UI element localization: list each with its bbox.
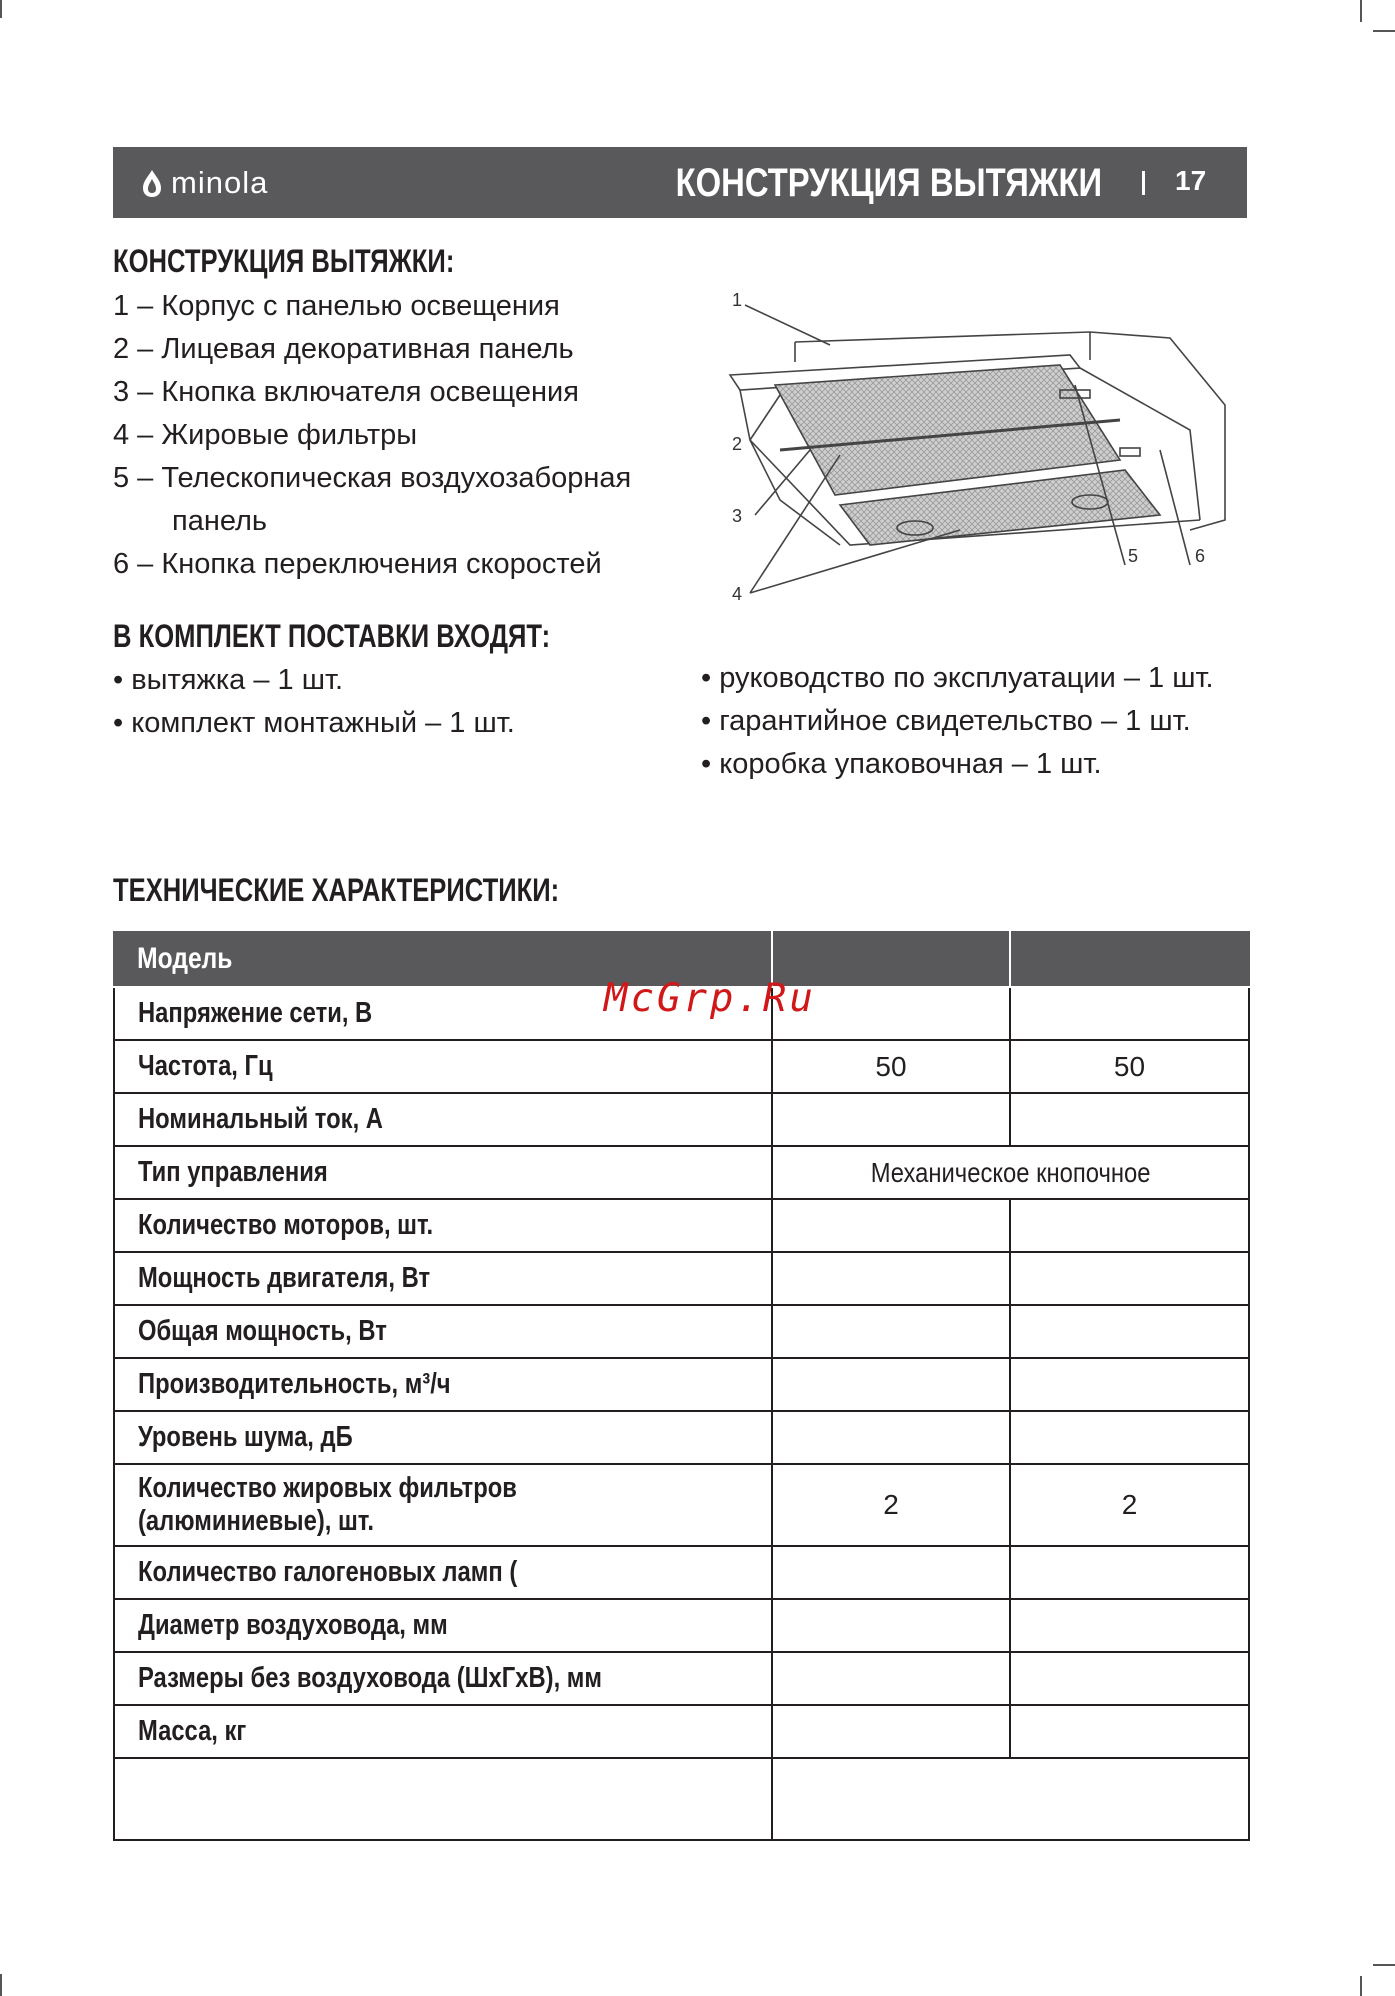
list-item: • вытяжка – 1 шт. [113, 664, 344, 696]
construction-list [113, 285, 631, 586]
row-label: Диаметр воздуховода, мм [138, 1609, 448, 1641]
table-row-empty [114, 1758, 1249, 1840]
list-item: • комплект монтажный – 1 шт. [113, 707, 515, 739]
table-row [114, 1599, 1249, 1652]
row-value [772, 1252, 1010, 1305]
callout-6: 6 [1195, 546, 1206, 566]
row-value [1010, 1599, 1249, 1652]
row-label: Номинальный ток, А [138, 1103, 383, 1135]
row-label-cont: (алюминиевые), шт. [138, 1505, 374, 1537]
brand-logo [141, 165, 268, 201]
list-item: • руководство по эксплуатации – 1 шт. [701, 662, 1214, 694]
list-item: 5 – Телескопическая воздухозаборная [113, 462, 632, 494]
table-row [114, 1199, 1249, 1252]
row-value [1010, 987, 1249, 1040]
crop-mark [1360, 1976, 1362, 1996]
row-value: 50 [1010, 1040, 1249, 1093]
row-label: Количество моторов, шт. [138, 1209, 434, 1241]
row-value [1010, 1358, 1249, 1411]
row-label: Количество галогеновых ламп ( [138, 1556, 518, 1588]
table-row [114, 1411, 1249, 1464]
row-value [772, 1199, 1010, 1252]
page-number: 17 [1175, 165, 1207, 196]
row-value [1010, 1252, 1249, 1305]
callout-5: 5 [1128, 546, 1139, 566]
list-item: 6 – Кнопка переключения скоростей [113, 548, 602, 580]
row-value-merged: Механическое кнопочное [870, 1156, 1151, 1188]
row-value [1010, 1546, 1249, 1599]
row-value [1010, 1705, 1249, 1758]
row-value: 50 [772, 1040, 1010, 1093]
row-value [772, 1705, 1010, 1758]
row-label: Масса, кг [138, 1715, 247, 1747]
row-value [1010, 1411, 1249, 1464]
row-value [772, 1358, 1010, 1411]
list-item: 2 – Лицевая декоративная панель [113, 333, 574, 365]
row-label: Тип управления [138, 1156, 328, 1188]
table-row [114, 1146, 1249, 1199]
row-label: Производительность, м³/ч [138, 1368, 451, 1400]
crop-mark [1373, 1964, 1395, 1966]
row-value [772, 1411, 1010, 1464]
table-row [114, 1252, 1249, 1305]
list-item: • гарантийное свидетельство – 1 шт. [701, 705, 1191, 737]
row-value [1010, 1652, 1249, 1705]
row-label: Уровень шума, дБ [138, 1421, 353, 1453]
crop-mark [0, 1974, 2, 1996]
delivery-list-left [113, 659, 515, 745]
table-row [114, 1652, 1249, 1705]
row-value [772, 1546, 1010, 1599]
row-label: Общая мощность, Вт [138, 1315, 387, 1347]
row-value [1010, 1305, 1249, 1358]
callout-1: 1 [732, 290, 743, 310]
list-item: 3 – Кнопка включателя освещения [113, 376, 579, 408]
list-item: 1 – Корпус с панелью освещения [113, 290, 560, 322]
table-row [114, 1546, 1249, 1599]
specs-table [113, 931, 1250, 1841]
row-value [772, 1599, 1010, 1652]
header-title: КОНСТРУКЦИЯ ВЫТЯЖКИ [675, 161, 1102, 205]
row-value [772, 1652, 1010, 1705]
table-row [114, 1464, 1249, 1546]
logo-flame-icon [141, 168, 163, 198]
callout-3: 3 [732, 506, 743, 526]
list-item: • коробка упаковочная – 1 шт. [701, 748, 1102, 780]
delivery-heading: В КОМПЛЕКТ ПОСТАВКИ ВХОДЯТ: [113, 618, 551, 654]
delivery-list-right [701, 657, 1214, 786]
table-row [114, 1705, 1249, 1758]
table-row [114, 1358, 1249, 1411]
brand-name: minola [171, 165, 269, 200]
list-item: 4 – Жировые фильтры [113, 419, 418, 451]
model-column-2 [1010, 931, 1249, 987]
crop-mark [1360, 0, 1362, 22]
row-value: 2 [1010, 1464, 1249, 1546]
row-value [772, 1093, 1010, 1146]
crop-mark [0, 0, 2, 18]
row-label: Напряжение сети, В [138, 997, 373, 1029]
row-label: Частота, Гц [138, 1050, 273, 1082]
table-row [114, 1040, 1249, 1093]
specs-heading: ТЕХНИЧЕСКИЕ ХАРАКТЕРИСТИКИ: [113, 872, 560, 908]
row-value: 2 [772, 1464, 1010, 1546]
row-value [772, 1305, 1010, 1358]
watermark: McGrp.Ru [604, 976, 816, 1021]
callout-2: 2 [732, 434, 743, 454]
header-bar [113, 147, 1247, 218]
row-value [1010, 1093, 1249, 1146]
callout-4: 4 [732, 584, 743, 604]
row-label: Размеры без воздуховода (ШхГхВ), мм [138, 1662, 602, 1694]
construction-heading: КОНСТРУКЦИЯ ВЫТЯЖКИ: [113, 243, 455, 279]
hood-diagram [720, 290, 1230, 620]
row-value [1010, 1199, 1249, 1252]
row-label: Мощность двигателя, Вт [138, 1262, 431, 1294]
model-header: Модель [137, 941, 233, 975]
table-row [114, 1305, 1249, 1358]
list-item: панель [172, 505, 268, 537]
row-label: Количество жировых фильтров [138, 1472, 517, 1504]
table-row [114, 1093, 1249, 1146]
crop-mark [1373, 30, 1395, 32]
header-divider [1142, 171, 1145, 195]
